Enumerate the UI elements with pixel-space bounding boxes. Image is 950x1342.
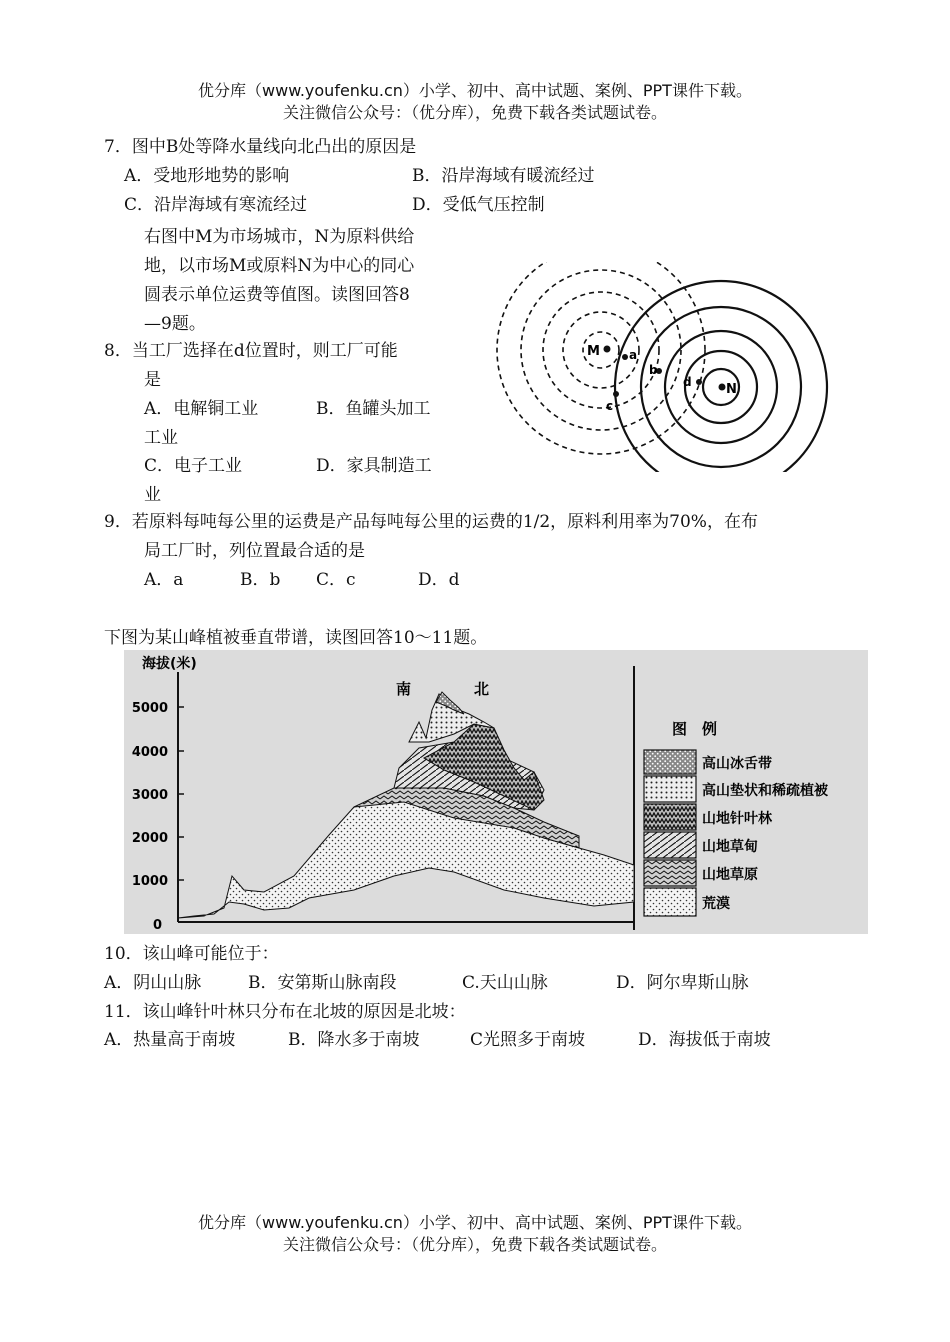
y-axis-title: 海拔(米): [142, 656, 197, 672]
legend-swatch-steppe: [644, 860, 696, 886]
q7-option-c: C．沿岸海域有寒流经过: [124, 195, 308, 215]
legend-swatch-meadow: [644, 832, 696, 858]
q9-stem-line-2: 局工厂时，列位置最合适的是: [144, 541, 365, 561]
q8-option-c: C．电子工业: [144, 456, 243, 476]
cost-isoline-figure: [496, 262, 832, 472]
vegetation-zonation-figure: [124, 650, 868, 934]
legend-label-desert: 荒漠: [702, 896, 730, 912]
q9-option-b: B．b: [240, 570, 281, 590]
q9-option-c: C．c: [316, 570, 356, 590]
header-line-1: 优分库（www.youfenku.cn）小学、初中、高中试题、案例、PPT课件下载。: [198, 81, 752, 100]
q8-option-b: B．鱼罐头加工: [316, 399, 431, 419]
q7-stem: 7．图中B处等降水量线向北凸出的原因是: [104, 137, 417, 157]
q7-option-d: D．受低气压控制: [412, 195, 545, 215]
legend-label-glacier: 高山冰舌带: [702, 756, 772, 772]
q7-option-a: A．受地形地势的影响: [124, 166, 290, 186]
point-m-marker: [604, 346, 611, 353]
legend-label-conifer: 山地针叶林: [702, 811, 772, 827]
label-south: 南: [396, 680, 412, 698]
point-a-marker: [622, 354, 628, 360]
q11-option-c: C光照多于南坡: [470, 1030, 586, 1050]
y-tick-3000: 3000: [131, 788, 168, 803]
q8-option-b-wrap: 工业: [144, 428, 178, 448]
label-m: M: [587, 344, 600, 359]
legend-label-meadow: 山地草甸: [702, 839, 758, 855]
legend-swatch-conifer: [644, 804, 696, 830]
legend-title: 图 例: [672, 720, 718, 738]
y-tick-2000: 2000: [131, 831, 168, 846]
legend-swatch-cushion: [644, 776, 696, 802]
y-tick-5000: 5000: [131, 701, 168, 716]
q10-option-b: B．安第斯山脉南段: [248, 973, 397, 993]
q11-option-a: A．热量高于南坡: [104, 1030, 236, 1050]
intro-8-9-line-2: 地，以市场M或原料N为中心的同心: [144, 256, 415, 276]
q8-stem-line-1: 8．当工厂选择在d位置时，则工厂可能: [104, 341, 398, 361]
q9-option-a: A．a: [144, 570, 184, 590]
label-c: c: [606, 399, 614, 413]
q9-option-d: D．d: [418, 570, 460, 590]
q9-stem-line-1: 9．若原料每吨每公里的运费是产品每吨每公里的运费的1/2，原料利用率为70%，在布: [104, 512, 758, 532]
label-north: 北: [474, 680, 490, 698]
legend-swatch-glacier: [644, 750, 696, 774]
q7-option-b: B．沿岸海域有暖流经过: [412, 166, 595, 186]
q10-option-a: A．阴山山脉: [104, 973, 202, 993]
footer-line-1: 优分库（www.youfenku.cn）小学、初中、高中试题、案例、PPT课件下载。: [198, 1213, 752, 1232]
legend-swatch-desert: [644, 888, 696, 916]
q10-option-d: D．阿尔卑斯山脉: [616, 973, 749, 993]
q8-option-d-wrap: 业: [144, 485, 161, 505]
intro-10-11: 下图为某山峰植被垂直带谱，读图回答10～11题。: [104, 628, 488, 648]
y-tick-4000: 4000: [131, 745, 168, 760]
label-b: b: [649, 363, 658, 377]
header-line-2: 关注微信公众号：（优分库），免费下载各类试题试卷。: [282, 103, 667, 122]
legend-label-steppe: 山地草原: [702, 867, 758, 883]
q8-option-d: D．家具制造工: [316, 456, 432, 476]
q11-option-d: D．海拔低于南坡: [638, 1030, 771, 1050]
q10-stem: 10．该山峰可能位于：: [104, 944, 279, 964]
q10-option-c: C.天山山脉: [462, 973, 548, 993]
label-n: N: [726, 382, 737, 397]
y-tick-1000: 1000: [131, 874, 168, 889]
y-tick-0: 0: [152, 918, 162, 933]
label-d: d: [683, 375, 692, 389]
intro-8-9-line-4: —9题。: [144, 314, 206, 334]
point-c-marker: [613, 391, 619, 397]
intro-8-9-line-3: 圆表示单位运费等值图。读图回答8: [144, 285, 410, 305]
point-d-marker: [696, 379, 702, 385]
intro-8-9-line-1: 右图中M为市场城市，N为原料供给: [144, 227, 415, 247]
q8-stem-line-2: 是: [144, 370, 161, 390]
legend-label-cushion: 高山垫状和稀疏植被: [702, 783, 828, 799]
q8-option-a: A．电解铜工业: [144, 399, 259, 419]
q11-stem: 11．该山峰针叶林只分布在北坡的原因是北坡：: [104, 1002, 466, 1022]
footer-line-2: 关注微信公众号：（优分库），免费下载各类试题试卷。: [282, 1235, 667, 1254]
q11-option-b: B．降水多于南坡: [288, 1030, 420, 1050]
point-n-marker: [719, 384, 726, 391]
label-a: a: [629, 348, 638, 362]
